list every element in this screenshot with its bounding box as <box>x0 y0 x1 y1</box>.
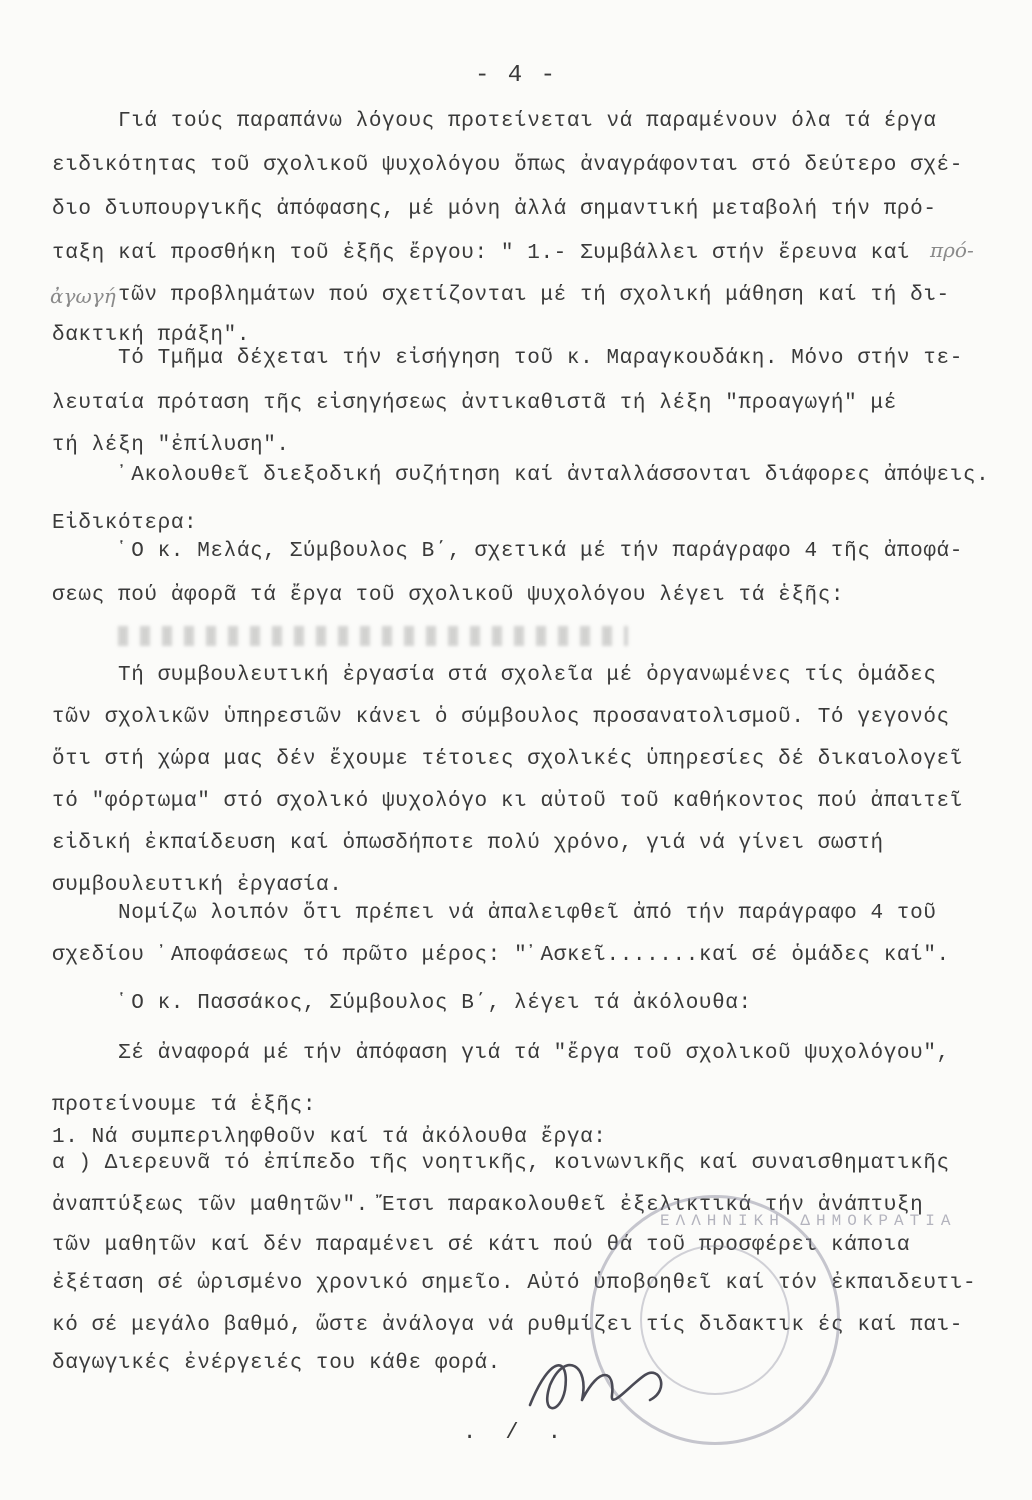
text-line: ὅτι στή χώρα μας δέν ἔχουμε τέτοιες σχολικές ὑπηρεσίες δέ δικαιολογεῖ <box>52 748 963 771</box>
text-line: συμβουλευτική ἐργασία. <box>52 874 343 897</box>
text-line: ἐξέταση σέ ὡρισμένο χρονικό σημεῖο. Αὐτό ὑποβοηθεῖ καί τόν ἐκπαιδευτι- <box>52 1272 977 1295</box>
text-line: δαγωγικές ἐνέργειές του κάθε φορά. <box>52 1352 501 1375</box>
text-line: ῾Ο κ. Μελάς, Σύμβουλος Β΄, σχετικά μέ τήν παράγραφο 4 τῆς ἀποφά- <box>118 540 963 563</box>
text-line: τή λέξη "ἐπίλυση". <box>52 434 290 457</box>
text-line: ειδικότητας τοῦ σχολικοῦ ψυχολόγου ὅπως ἀναγράφονται στό δεύτερο σχέ- <box>52 154 963 177</box>
text-line: Γιά τούς παραπάνω λόγους προτείνεται νά παραμένουν όλα τά έργα <box>118 110 937 133</box>
text-line: εἰδική ἐκπαίδευση καί ὁπωσδήποτε πολύ χρόνο, γιά νά γίνει σωστή <box>52 832 884 855</box>
text-line: σχεδίου ᾿Αποφάσεως τό πρῶτο μέρος: "᾿Ασκεῖ.......καί σέ ὁμάδες καί". <box>52 944 950 967</box>
text-line: ᾿Ακολουθεῖ διεξοδική συζήτηση καί ἀνταλλάσσονται διάφορες ἀπόψεις. <box>118 464 990 487</box>
continuation-mark: . / . <box>462 1420 569 1445</box>
text-line: Σέ ἀναφορά μέ τήν ἀπόφαση γιά τά "ἔργα τοῦ σχολικοῦ ψυχολόγου", <box>118 1042 950 1065</box>
text-line: ἀναπτύξεως τῶν μαθητῶν". Ἔτσι παρακολουθεῖ ἐξελικτικά τήν ἀνάπτυξη <box>52 1194 924 1217</box>
text-line: Εἰδικότερα: <box>52 512 198 535</box>
text-line: Νομίζω λοιπόν ὅτι πρέπει νά ἀπαλειφθεῖ ἀπό τήν παράγραφο 4 τοῦ <box>118 902 937 925</box>
text-line: τό "φόρτωμα" στό σχολικό ψυχολόγο κι αὐτοῦ τοῦ καθήκοντος πού ἀπαιτεῖ <box>52 790 963 813</box>
illegible-line <box>118 626 628 646</box>
text-line: α ) Διερευνᾶ τό ἐπίπεδο τῆς νοητικῆς, κοινωνικῆς καί συναισθηματικῆς <box>52 1152 950 1175</box>
text-line: ταξη καί προσθήκη τοῦ ἑξῆς ἔργου: " 1.- Συμβάλλει στήν ἔρευνα καί <box>52 242 911 265</box>
text-line: προτείνουμε τά ἑξῆς: <box>52 1094 317 1117</box>
signature <box>520 1345 680 1425</box>
seal-text: ΕΛΛΗΝΙΚΗ ΔΗΜΟΚΡΑΤΙΑ <box>660 1212 957 1230</box>
text-line: κό σέ μεγάλο βαθμό, ὥστε ἀνάλογα νά ρυθμίζει τίς διδακτικ ές καί παι- <box>52 1314 963 1337</box>
handwritten-margin-note: ἀγωγή <box>50 284 116 308</box>
text-line: 1. Νά συμπεριληφθοῦν καί τά ἀκόλουθα ἔργα: <box>52 1126 607 1149</box>
text-line: τῶν σχολικῶν ὑπηρεσιῶν κάνει ὁ σύμβουλος προσανατολισμοῦ. Τό γεγονός <box>52 706 950 729</box>
text-line: σεως πού ἀφορᾶ τά ἔργα τοῦ σχολικοῦ ψυχολόγου λέγει τά ἑξῆς: <box>52 584 845 607</box>
text-line: διο διυπουργικῆς ἀπόφασης, μέ μόνη ἀλλά σημαντική μεταβολή τήν πρό- <box>52 198 937 221</box>
text-line: δακτική πράξη". <box>52 324 251 347</box>
text-line: Τό Τμῆμα δέχεται τήν εἰσήγηση τοῦ κ. Μαραγκουδάκη. Μόνο στήν τε- <box>118 347 963 370</box>
text-line: λευταία πρόταση τῆς εἰσηγήσεως ἀντικαθιστᾶ τή λέξη "προαγωγή" μέ <box>52 392 897 415</box>
handwritten-margin-note: πρό- <box>930 238 974 262</box>
text-line: Τή συμβουλευτική ἐργασία στά σχολεῖα μέ ὀργανωμένες τίς ὁμάδες <box>118 664 937 687</box>
text-line: τῶν προβλημάτων πού σχετίζονται μέ τή σχολική μάθηση καί τή δι- <box>118 284 950 307</box>
page-number: - 4 - <box>474 62 557 89</box>
text-line: τῶν μαθητῶν καί δέν παραμένει σέ κάτι πού θά τοῦ προσφέρει κάποια <box>52 1234 911 1257</box>
text-line: ῾Ο κ. Πασσάκος, Σύμβουλος Β΄, λέγει τά ἀκόλουθα: <box>118 992 752 1015</box>
